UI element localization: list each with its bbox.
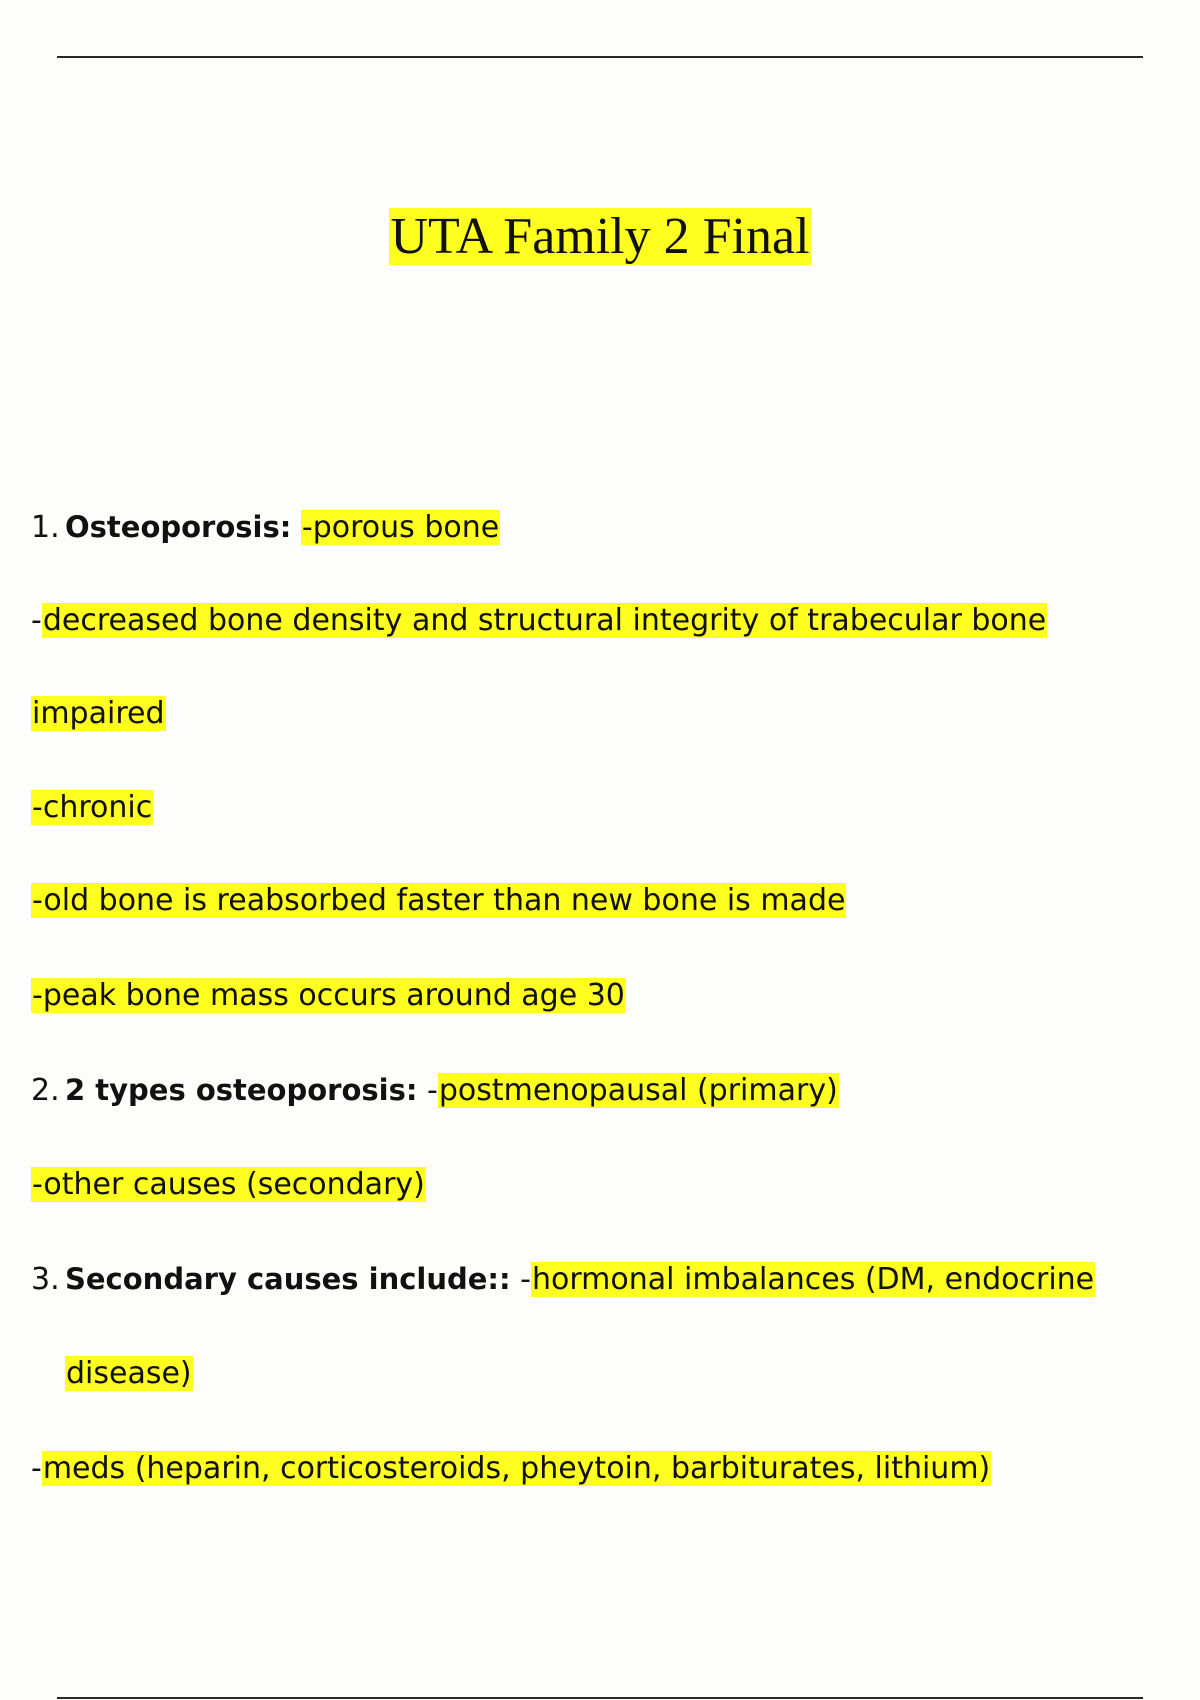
item-1-line-2-text: impaired (32, 696, 165, 731)
item-2-number: 2. (31, 1073, 60, 1108)
item-2-line-1-text: -other causes (secondary) (32, 1167, 425, 1202)
item-3-line-1-text: meds (heparin, corticosteroids, pheytoin, barbiturates, lithium) (42, 1451, 991, 1486)
item-1-number: 1. (31, 510, 60, 545)
document-title (0, 205, 1200, 269)
item-1-line-1 (31, 601, 1047, 641)
item-2-first-line-lead: - (426, 1073, 438, 1108)
item-2-first-line: postmenopausal (primary) (438, 1073, 838, 1108)
item-3-continuation-text: disease) (66, 1356, 192, 1391)
item-1-line-5 (31, 976, 626, 1016)
item-1-line-2 (31, 694, 166, 734)
item-1-line-4-text: -old bone is reabsorbed faster than new bone is made (32, 883, 846, 918)
item-2-term: 2 types osteoporosis: (65, 1073, 418, 1107)
item-1-heading (31, 507, 500, 548)
item-3-term: Secondary causes include:: (65, 1262, 511, 1296)
item-3-number: 3. (31, 1262, 60, 1297)
item-1-line-3-text: -chronic (32, 790, 153, 825)
header-rule (57, 56, 1143, 58)
item-3-first-line: hormonal imbalances (DM, endocrine (532, 1262, 1095, 1297)
item-2-line-1 (31, 1165, 426, 1205)
item-3-heading (31, 1259, 1095, 1300)
item-1-line-1-lead: - (31, 603, 42, 638)
item-2-heading (31, 1070, 839, 1111)
title-text: UTA Family 2 Final (390, 208, 810, 265)
item-3-line-1-lead: - (31, 1451, 42, 1486)
item-3-first-line-lead: - (520, 1262, 531, 1297)
item-1-line-4 (31, 881, 846, 921)
item-1-line-1-text: decreased bone density and structural integrity of trabecular bone (42, 603, 1047, 638)
footer-rule (57, 1697, 1143, 1699)
item-3-line-1 (31, 1449, 991, 1489)
item-1-term: Osteoporosis: (65, 510, 292, 544)
item-1-first-line: -porous bone (301, 510, 500, 545)
item-3-continuation (65, 1354, 193, 1394)
item-1-line-3 (31, 788, 153, 828)
item-1-line-5-text: -peak bone mass occurs around age 30 (32, 978, 625, 1013)
